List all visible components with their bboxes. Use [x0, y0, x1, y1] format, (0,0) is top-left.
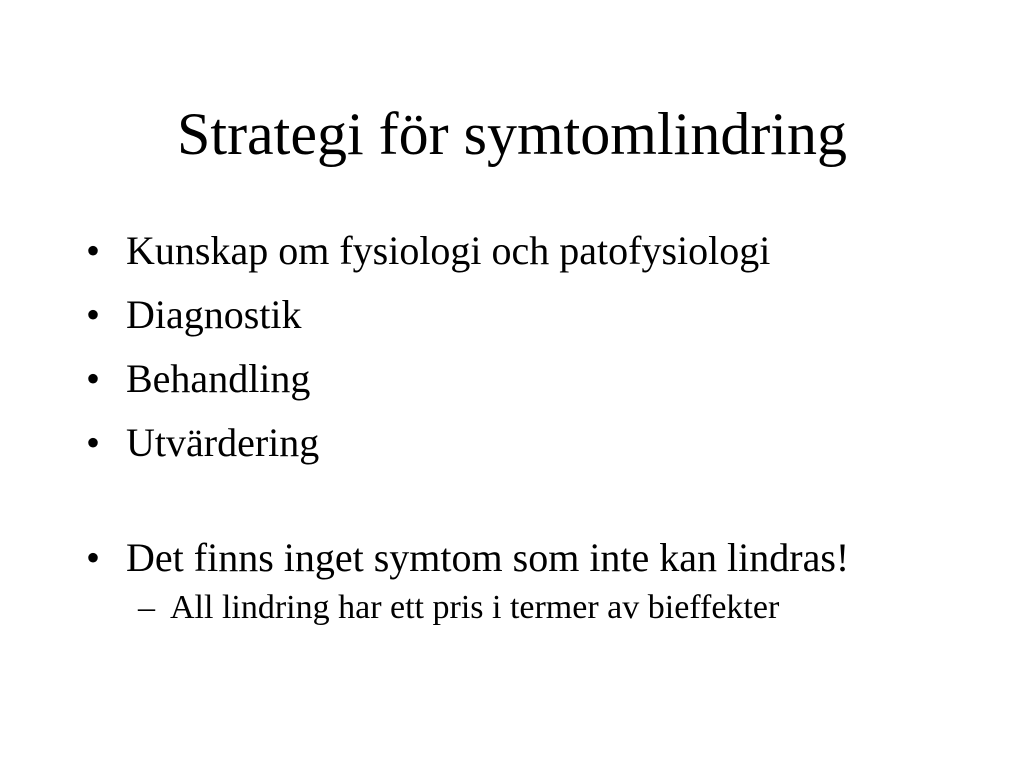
bullet-item [86, 290, 946, 340]
bullet-item [86, 226, 946, 276]
bullet-text: Det finns inget symtom som inte kan lindras! [126, 535, 850, 580]
bullet-item [86, 532, 946, 584]
bullet-list [86, 226, 946, 630]
sub-bullet-text: All lindring har ett pris i termer av bieffekter [170, 589, 780, 626]
bullet-marker: • [86, 535, 101, 580]
slide-title: Strategi för symtomlindring [177, 101, 847, 167]
bullet-item [86, 418, 946, 468]
bullet-marker: • [86, 356, 101, 401]
sub-bullet-marker: – [138, 589, 155, 626]
bullet-text: Diagnostik [126, 292, 302, 337]
bullet-item [86, 354, 946, 404]
bullet-marker: • [86, 292, 101, 337]
bullet-marker: • [86, 420, 101, 465]
bullet-text: Behandling [126, 356, 311, 401]
bullet-marker: • [86, 228, 101, 273]
bullet-text: Utvärdering [126, 420, 320, 465]
bullet-text: Kunskap om fysiologi och patofysiologi [126, 228, 771, 273]
sub-bullet-item [86, 586, 946, 630]
